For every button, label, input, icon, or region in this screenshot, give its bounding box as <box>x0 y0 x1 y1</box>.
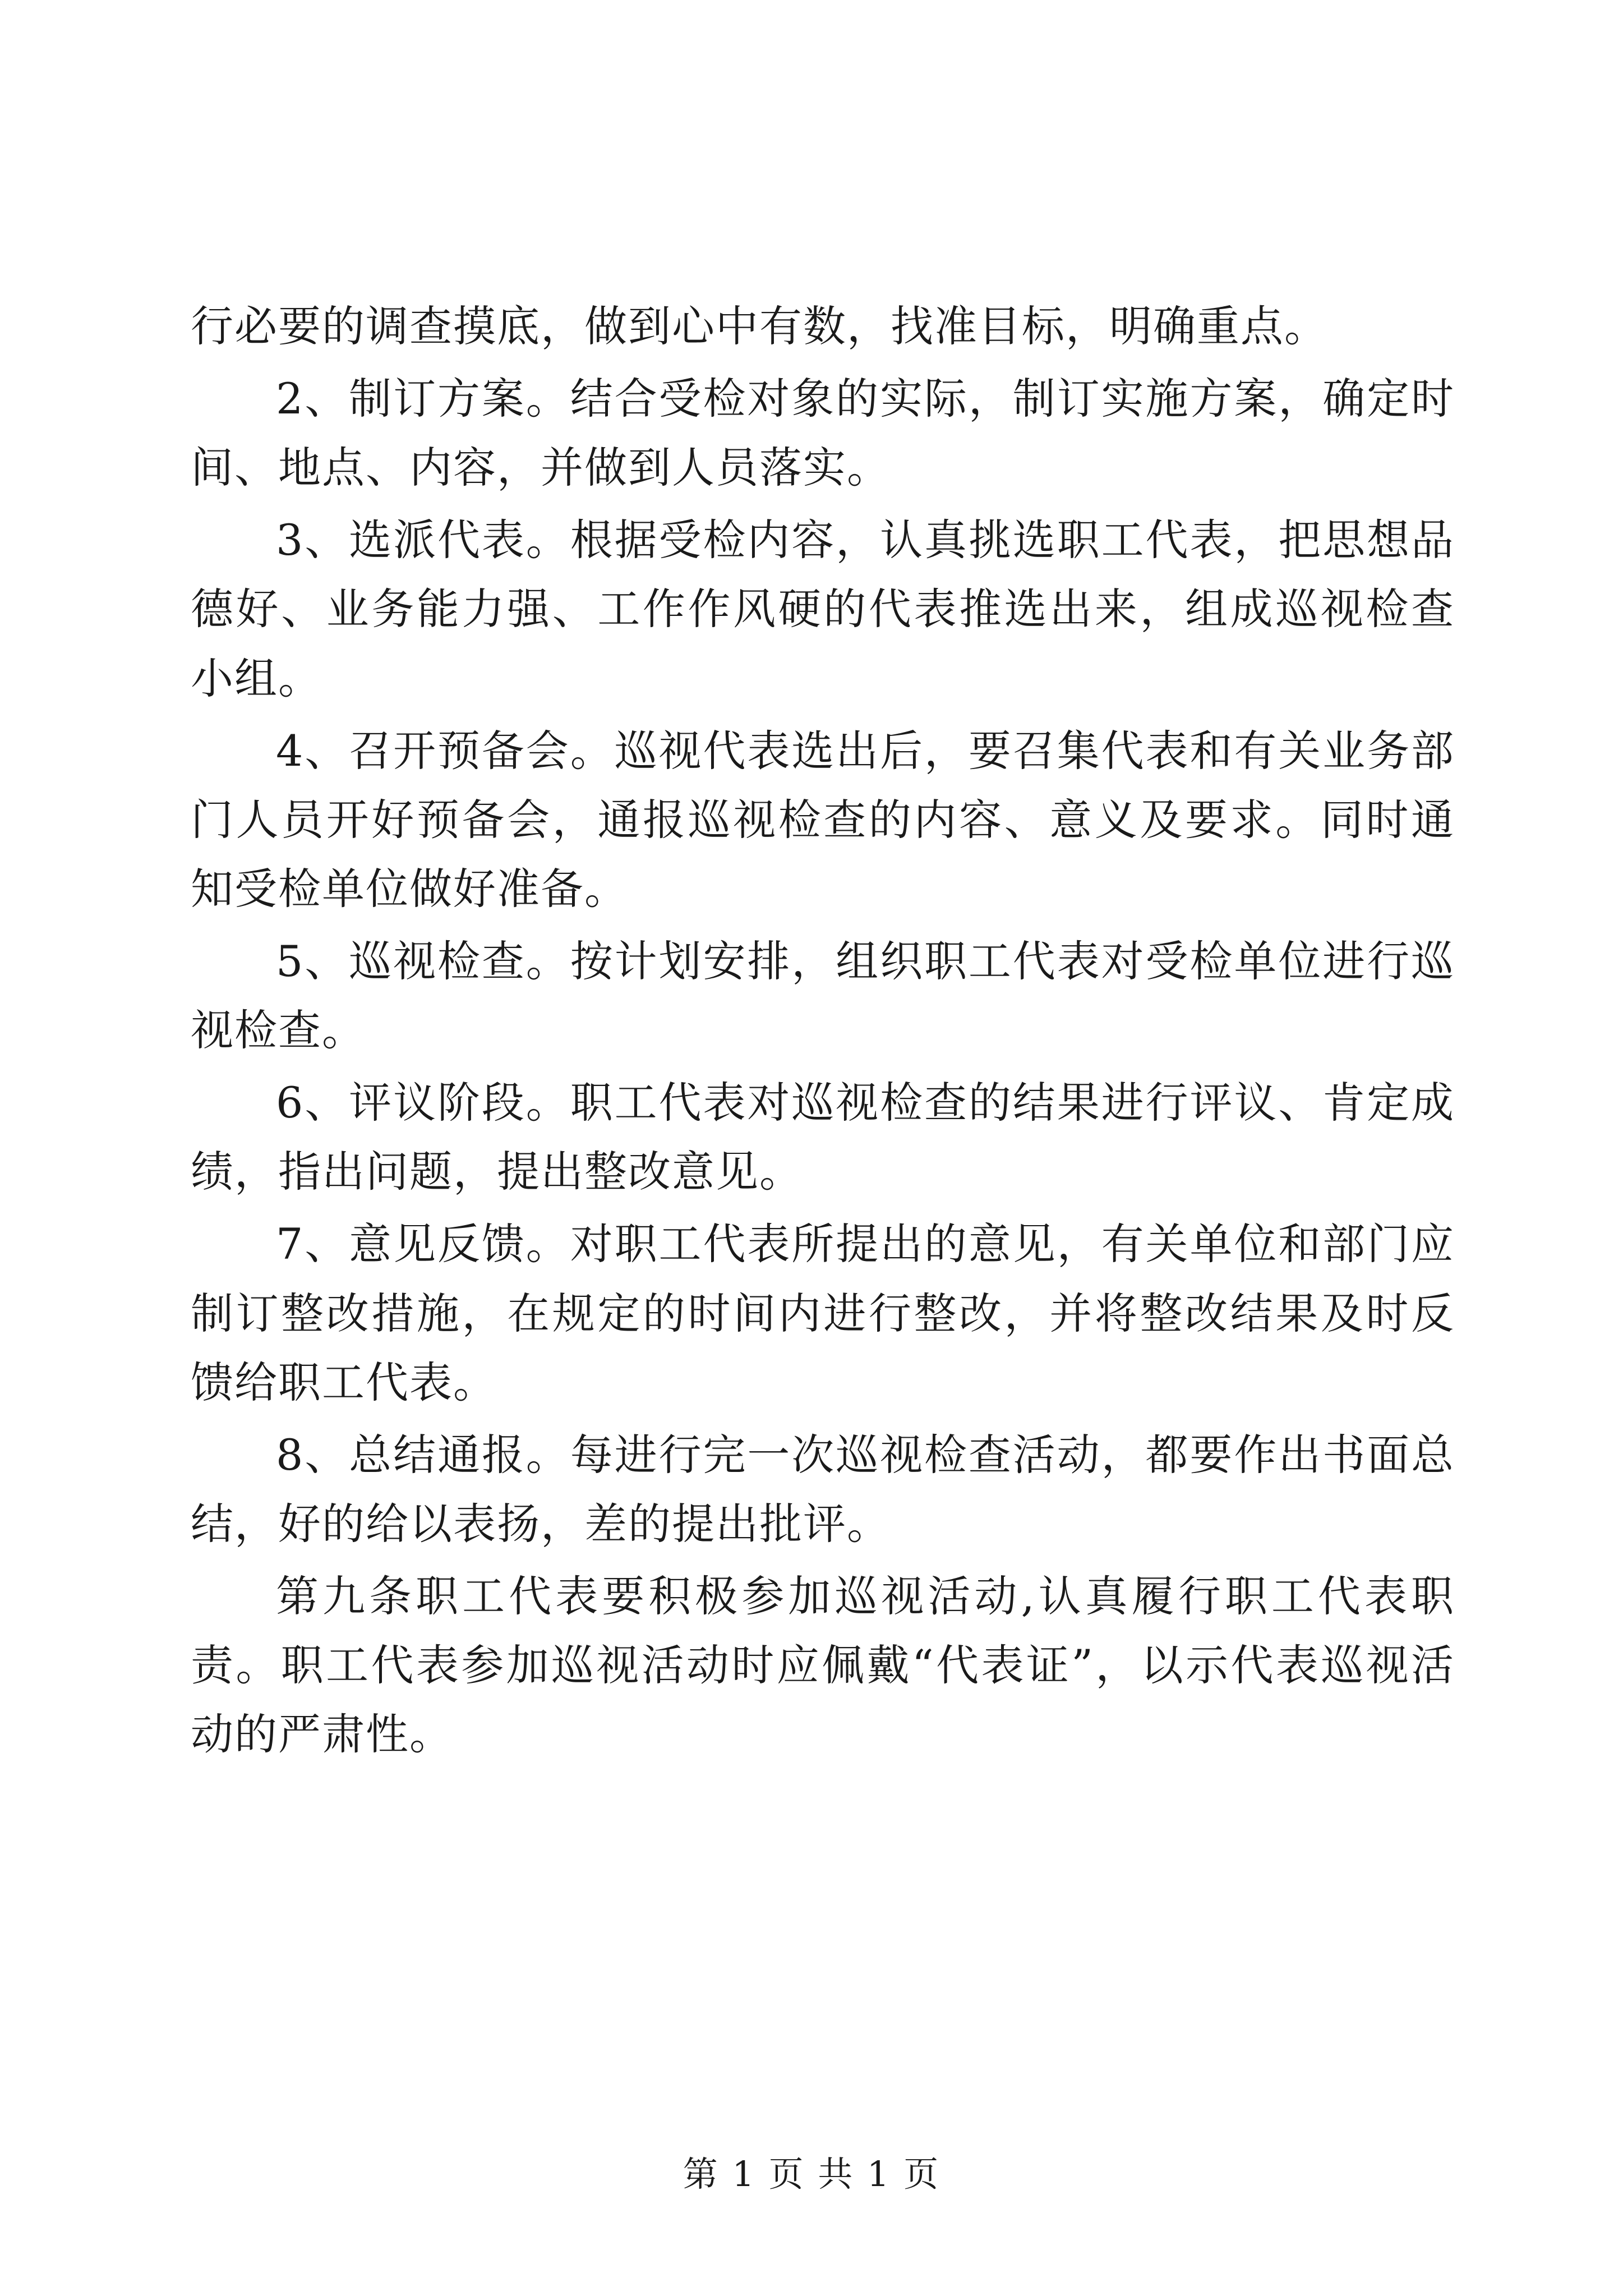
paragraph: 5、巡视检查。按计划安排，组织职工代表对受检单位进行巡视检查。 <box>191 936 1455 1056</box>
paragraph: 4、召开预备会。巡视代表选出后，要召集代表和有关业务部门人员开好预备会，通报巡视检查的内容、意义及要求。同时通知受检单位做好准备。 <box>191 725 1455 914</box>
paragraph: 行必要的调查摸底，做到心中有数，找准目标，明确重点。 <box>191 301 1328 351</box>
document-body <box>191 292 1455 1769</box>
page-footer: 第 1 页 共 1 页 <box>683 2154 940 2194</box>
paragraph: 第九条职工代表要积极参加巡视活动,认真履行职工代表职责。职工代表参加巡视活动时应佩戴“代表证”，以示代表巡视活动的严肃性。 <box>191 1571 1455 1760</box>
paragraph: 3、选派代表。根据受检内容，认真挑选职工代表，把思想品德好、业务能力强、工作作风硬的代表推选出来，组成巡视检查小组。 <box>191 515 1455 703</box>
paragraph: 2、制订方案。结合受检对象的实际，制订实施方案，确定时间、地点、内容，并做到人员落实。 <box>191 374 1455 493</box>
paragraph: 8、总结通报。每进行完一次巡视检查活动，都要作出书面总结，好的给以表扬，差的提出批评。 <box>191 1429 1455 1549</box>
paragraph: 6、评议阶段。职工代表对巡视检查的结果进行评议、肯定成绩，指出问题，提出整改意见。 <box>191 1078 1455 1197</box>
paragraph: 7、意见反馈。对职工代表所提出的意见，有关单位和部门应制订整改措施，在规定的时间内进行整改，并将整改结果及时反馈给职工代表。 <box>191 1219 1455 1407</box>
